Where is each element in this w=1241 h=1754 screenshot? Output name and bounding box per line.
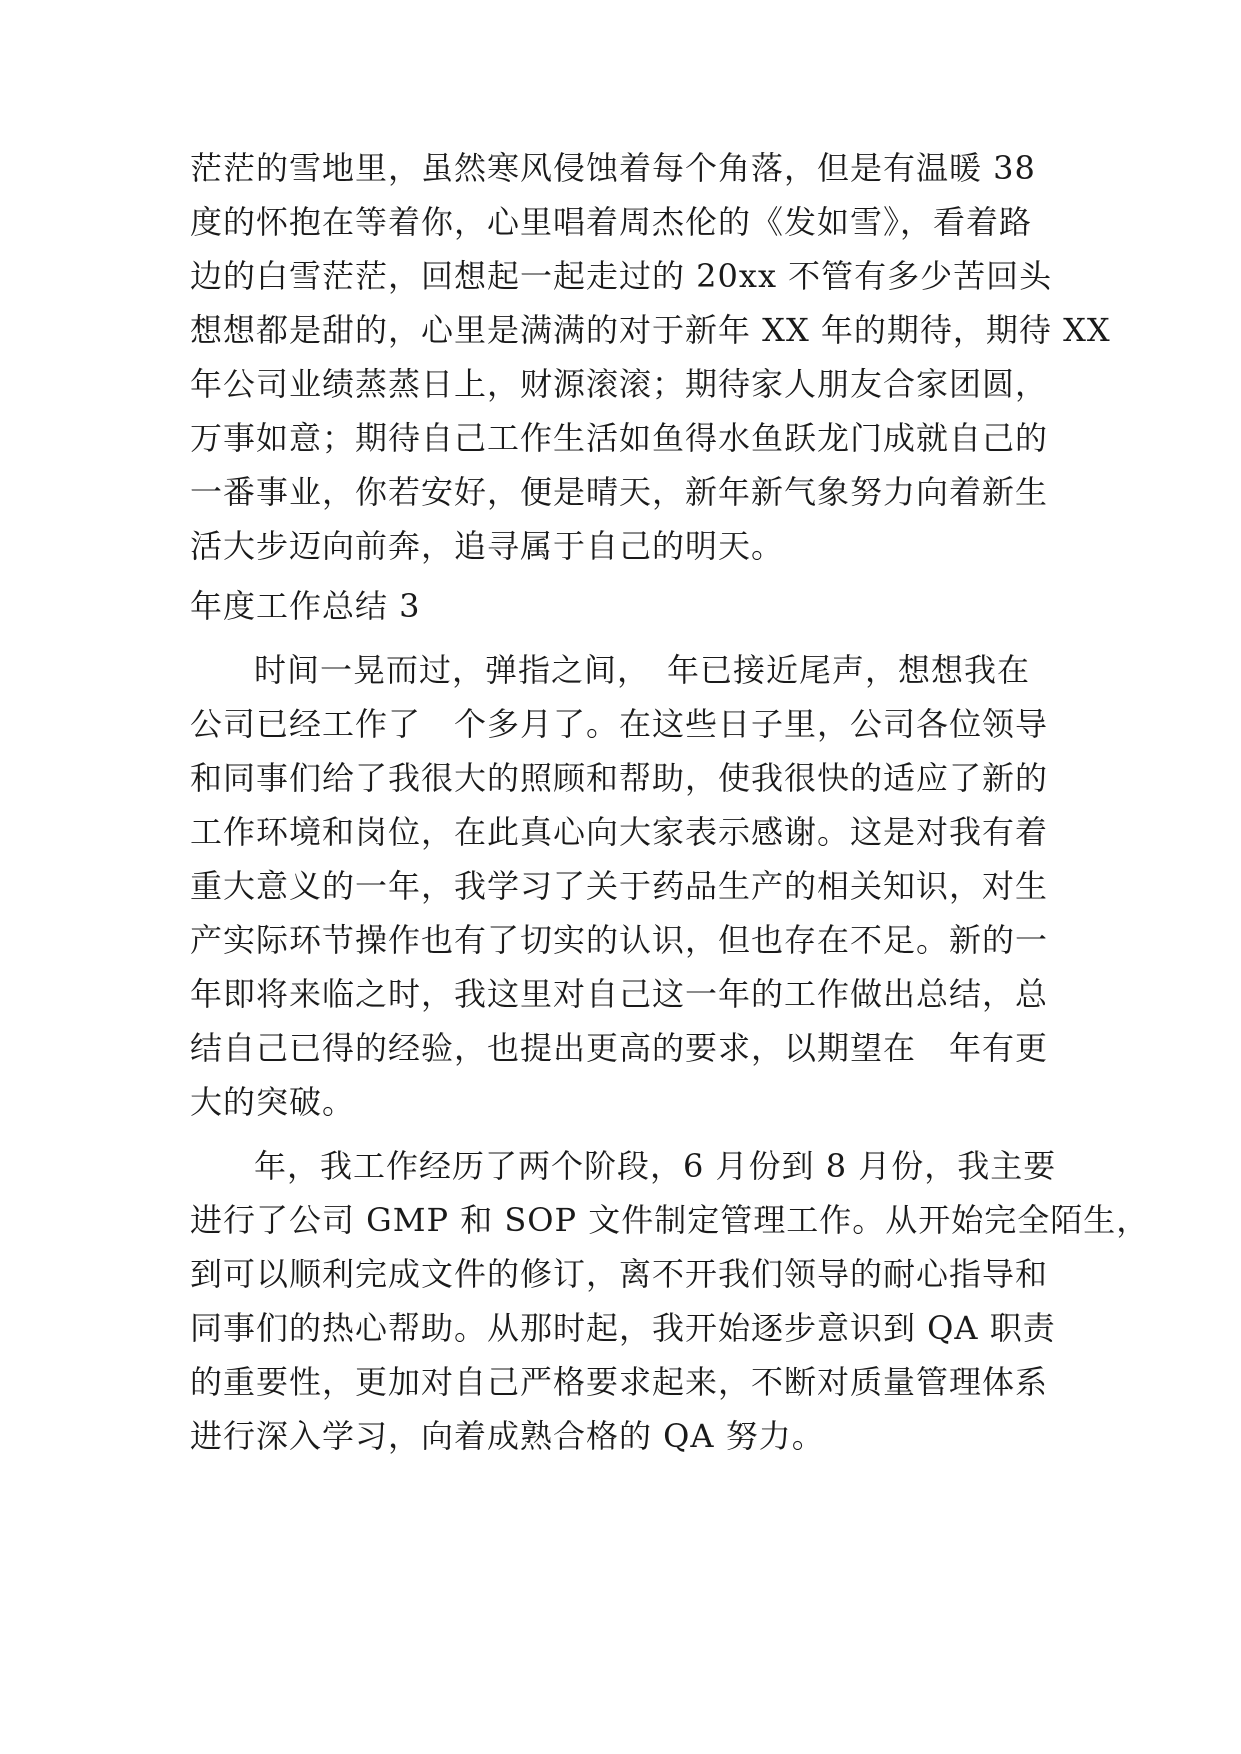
paragraph-1-line: 年公司业绩蒸蒸日上，财源滚滚；期待家人朋友合家团圆， [190, 365, 1049, 403]
paragraph-1-line: 度的怀抱在等着你，心里唱着周杰伦的《发如雪》，看着路 [190, 203, 1033, 241]
paragraph-3-line: 同事们的热心帮助。从那时起，我开始逐步意识到 QA 职责 [190, 1309, 1056, 1347]
paragraph-2-line: 重大意义的一年，我学习了关于药品生产的相关知识，对生 [190, 867, 1049, 905]
paragraph-2-line: 时间一晃而过，弹指之间， 年已接近尾声，想想我在 [254, 651, 1031, 689]
paragraph-2-line: 产实际环节操作也有了切实的认识，但也存在不足。新的一 [190, 921, 1049, 959]
paragraph-2-line: 和同事们给了我很大的照顾和帮助，使我很快的适应了新的 [190, 759, 1049, 797]
paragraph-2-line: 工作环境和岗位，在此真心向大家表示感谢。这是对我有着 [190, 813, 1049, 851]
paragraph-3-line: 的重要性，更加对自己严格要求起来，不断对质量管理体系 [190, 1363, 1049, 1401]
paragraph-2-line: 公司已经工作了 个多月了。在这些日子里，公司各位领导 [190, 705, 1049, 743]
paragraph-3-line: 年，我工作经历了两个阶段，6 月份到 8 月份，我主要 [254, 1147, 1057, 1185]
paragraph-1-line: 边的白雪茫茫，回想起一起走过的 20xx 不管有多少苦回头 [190, 257, 1053, 295]
paragraph-2-line: 年即将来临之时，我这里对自己这一年的工作做出总结，总 [190, 975, 1049, 1013]
paragraph-1-line: 茫茫的雪地里，虽然寒风侵蚀着每个角落，但是有温暖 38 [190, 149, 1036, 187]
paragraph-3-line: 到可以顺利完成文件的修订，离不开我们领导的耐心指导和 [190, 1255, 1049, 1293]
paragraph-3-line: 进行深入学习，向着成熟合格的 QA 努力。 [190, 1417, 825, 1455]
paragraph-1-line: 一番事业，你若安好，便是晴天，新年新气象努力向着新生 [190, 473, 1049, 511]
paragraph-2-line: 大的突破。 [190, 1083, 356, 1121]
paragraph-1-line: 想想都是甜的，心里是满满的对于新年 XX 年的期待，期待 XX [190, 311, 1111, 349]
paragraph-3-line: 进行了公司 GMP 和 SOP 文件制定管理工作。从开始完全陌生， [190, 1201, 1150, 1239]
paragraph-1-line: 活大步迈向前奔，追寻属于自己的明天。 [190, 527, 785, 565]
section-heading: 年度工作总结 3 [190, 587, 421, 625]
paragraph-1-line: 万事如意；期待自己工作生活如鱼得水鱼跃龙门成就自己的 [190, 419, 1049, 457]
paragraph-2-line: 结自己已得的经验，也提出更高的要求，以期望在 年有更 [190, 1029, 1049, 1067]
